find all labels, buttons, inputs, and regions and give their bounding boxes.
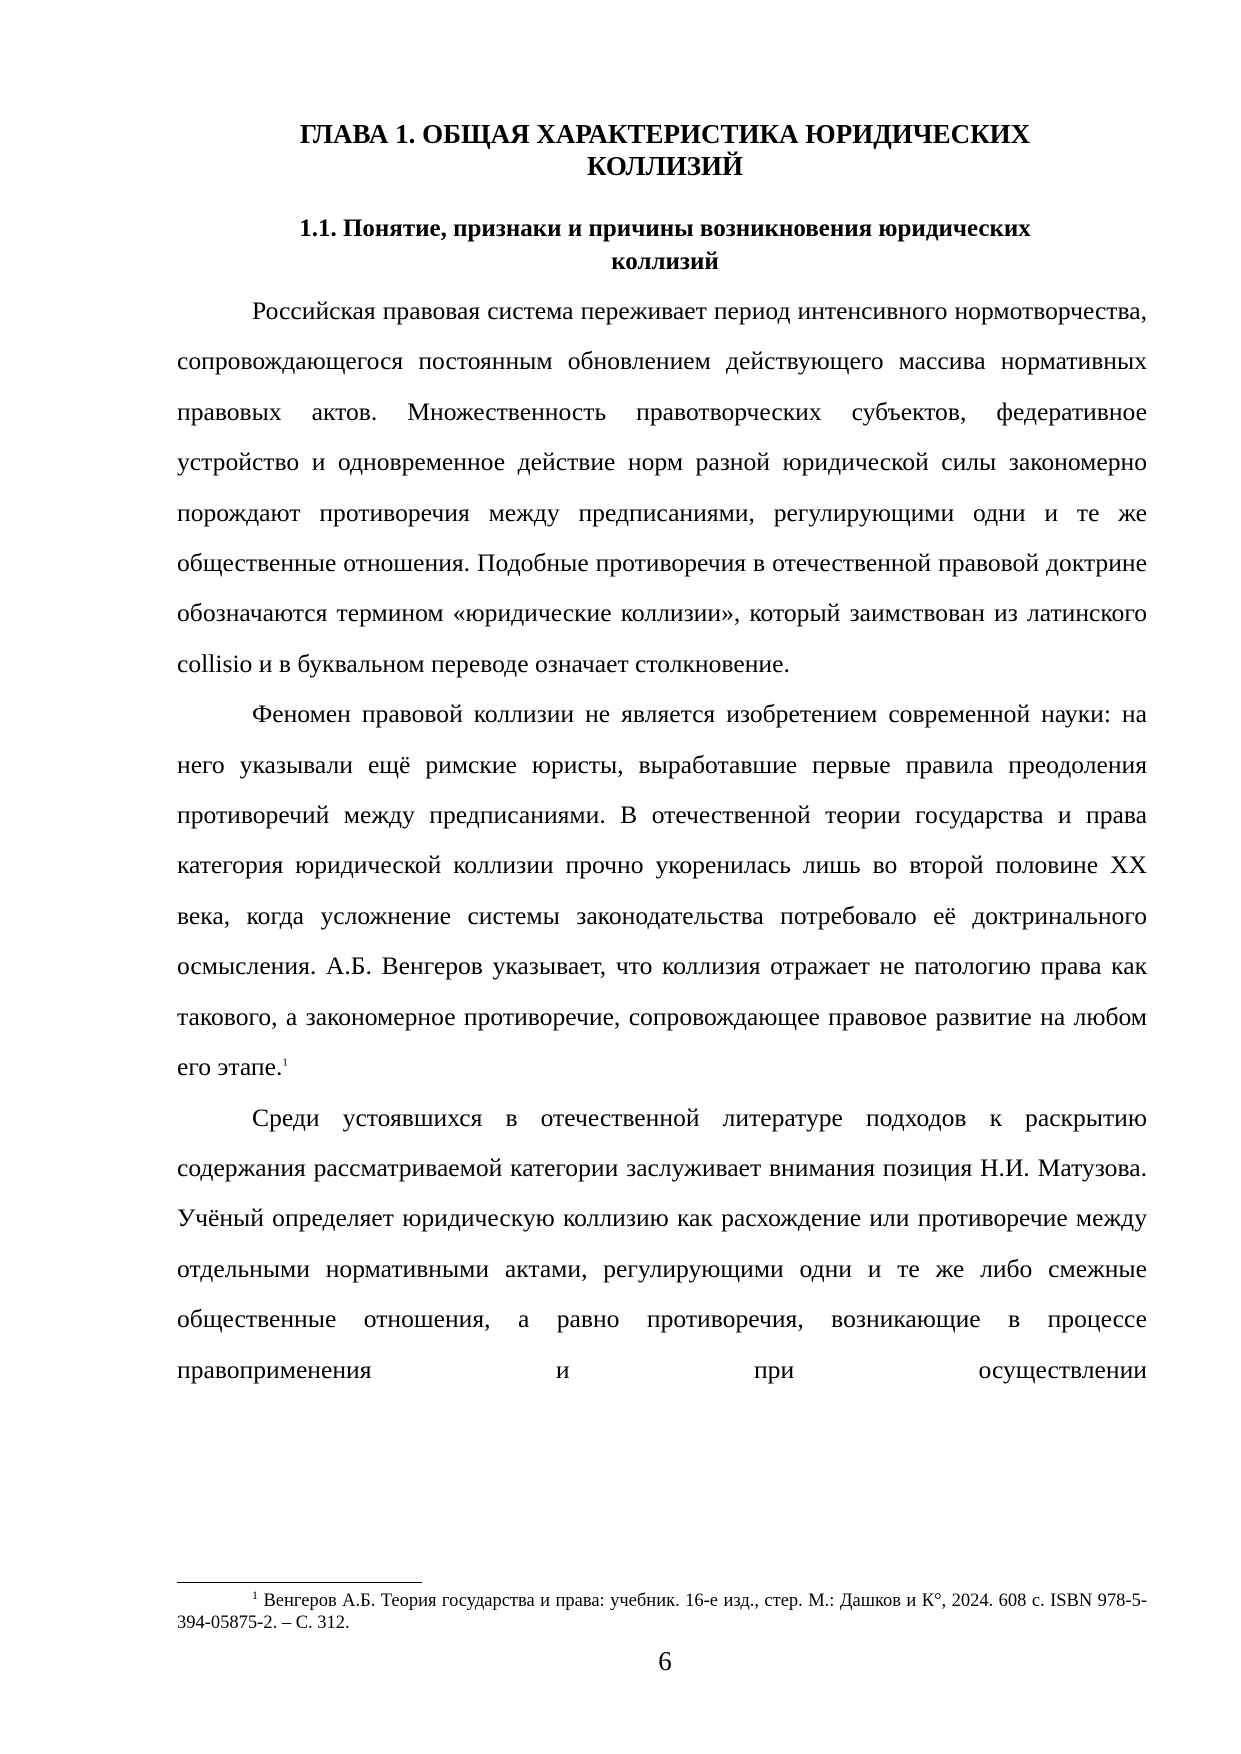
body-text [177, 286, 1147, 1395]
section-title-line-1: 1.1. Понятие, признаки и причины возникновения юридических [299, 215, 1031, 242]
footnote-reference[interactable]: 1 [282, 1056, 288, 1069]
chapter-title [220, 118, 1110, 182]
paragraph-3: Среди устоявшихся в отечественной литературе подходов к раскрытию содержания рассматриваемой категории заслуживает внимания позиция Н.И. Матузова. Учёный определяет юридическую коллизию как расхождение или противоречие между отдельными нормативными актами, регулирующими одни и те же либо смежные общественные отношения, а равно противоречия, возникающие в процессе правоприменения и при осуществлении [177, 1102, 1147, 1384]
footnote-number: 1 [252, 1587, 258, 1602]
chapter-title-line-2: КОЛЛИЗИЙ [586, 151, 744, 181]
footnote [177, 1587, 1147, 1634]
section-title [220, 212, 1110, 278]
page-number: 6 [658, 1646, 672, 1676]
paragraph-1: Российская правовая система переживает период интенсивного нормотворчества, сопровождающегося постоянным обновлением действующего массива нормативных правовых актов. Множественность правотворческих субъектов, федеративное устройство и одновременное действие норм разной юридической силы закономерно порождают противоречия между предписаниями, регулирующими одни и те же общественные отношения. Подобные противоречия в отечественной правовой доктрине обозначаются термином «юридические коллизии», который заимствован из латинского collisio и в буквальном переводе означает столкновение. [177, 296, 1147, 678]
section-title-line-2: коллизий [611, 248, 719, 275]
footnote-separator [177, 1582, 422, 1583]
paragraph-2-text: Феномен правовой коллизии не является изобретением современной науки: на него указывали ещё римские юристы, выработавшие первые правила преодоления противоречий между предписаниями. В отечественной теории государства и права категория юридической коллизии прочно укоренилась лишь во второй половине XX века, когда усложнение системы законодательства потребовало её доктринального осмысления. А.Б. Венгеров указывает, что коллизия отражает не патологию права как такового, а закономерное противоречие, сопровождающее правовое развитие на любом его этапе. [177, 699, 1147, 1082]
chapter-title-line-1: ГЛАВА 1. ОБЩАЯ ХАРАКТЕРИСТИКА ЮРИДИЧЕСКИХ [299, 119, 1031, 149]
footnote-text: Венгеров А.Б. Теория государства и права: учебник. 16-е изд., стер. М.: Дашков и К°, 2024. 608 с. ISBN 978-5-394-05875-2. – С. 312. [177, 1591, 1147, 1633]
paragraph-2 [177, 689, 1147, 1092]
